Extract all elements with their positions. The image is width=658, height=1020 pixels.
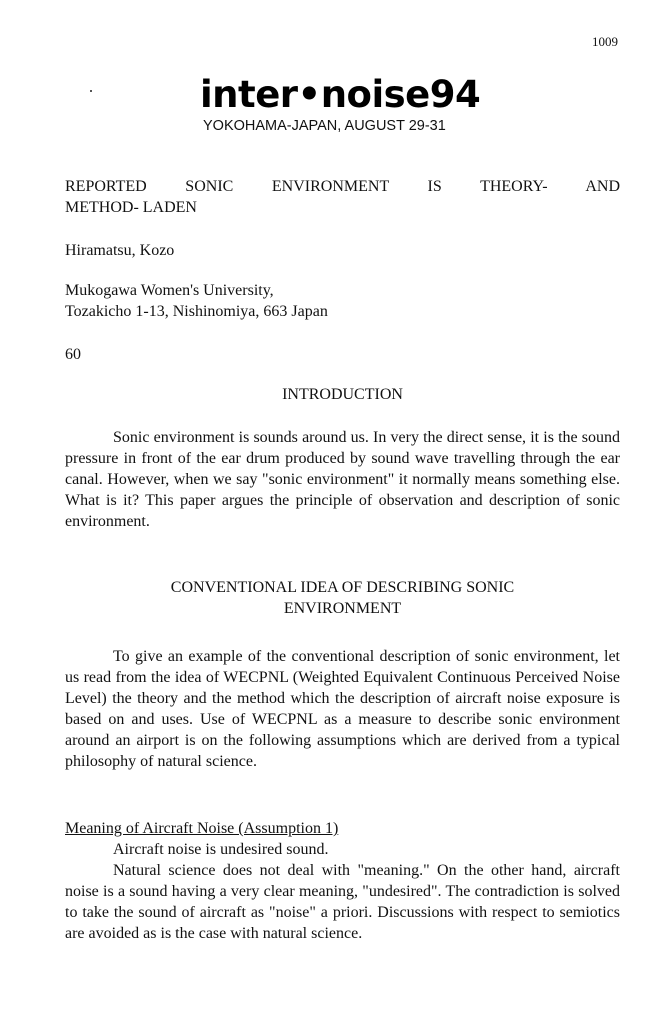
paper-code bbox=[65, 344, 620, 365]
paper-code-number: 60 bbox=[65, 346, 81, 363]
author-name bbox=[65, 240, 620, 261]
affiliation-line-2: Tozakicho 1-13, Nishinomiya, 663 Japan bbox=[65, 303, 328, 320]
conventional-heading-line-2: ENVIRONMENT bbox=[283, 600, 402, 617]
stray-mark bbox=[90, 90, 92, 92]
affiliation bbox=[65, 280, 620, 322]
conventional-heading bbox=[65, 577, 620, 619]
introduction-body: Sonic environment is sounds around us. In very the direct sense, it is the sound pressure in front of the ear drum produced by sound wave travelling through the ear canal. However, when we say "sonic environment" it normally means something else. What is it? This paper argues the principle of observation and description of sonic environment. bbox=[65, 429, 620, 530]
paper-title bbox=[65, 176, 620, 218]
conference-logo: inter•noise94 bbox=[200, 73, 481, 116]
author: Hiramatsu, Kozo bbox=[65, 242, 175, 259]
affiliation-line-1: Mukogawa Women's University, bbox=[65, 282, 274, 299]
introduction-paragraph bbox=[65, 427, 620, 532]
page-number: 1009 bbox=[592, 34, 618, 49]
introduction-heading bbox=[65, 384, 620, 405]
conference-subtitle: YOKOHAMA-JAPAN, AUGUST 29-31 bbox=[203, 118, 446, 134]
assumption1-body: Natural science does not deal with "meaning." On the other hand, aircraft noise is a sound having a very clear meaning, "undesired". The contradiction is solved to take the sound of aircraft as "noise" a priori. Discussions with respect to semiotics are avoided as is the case with natural science. bbox=[65, 862, 620, 942]
conventional-paragraph bbox=[65, 646, 620, 772]
conventional-body: To give an example of the conventional description of sonic environment, let us read from the idea of WECPNL (Weighted Equivalent Continuous Perceived Noise Level) the theory and the method which the description of aircraft noise exposure is based on and uses. Use of WECPNL as a measure to describe sonic environment around an airport is on the following assumptions which are derived from a typical philosophy of natural science. bbox=[65, 648, 620, 770]
introduction-heading-text: INTRODUCTION bbox=[282, 386, 403, 403]
paper-title-line-2: METHOD- LADEN bbox=[65, 199, 197, 216]
conventional-heading-line-1: CONVENTIONAL IDEA OF DESCRIBING SONIC bbox=[170, 579, 515, 596]
paper-title-line-1: REPORTED SONIC ENVIRONMENT IS THEORY- AND bbox=[65, 178, 620, 195]
assumption1-heading: Meaning of Aircraft Noise (Assumption 1) bbox=[65, 820, 339, 837]
assumption1-section bbox=[65, 818, 620, 944]
assumption1-statement: Aircraft noise is undesired sound. bbox=[113, 841, 329, 858]
